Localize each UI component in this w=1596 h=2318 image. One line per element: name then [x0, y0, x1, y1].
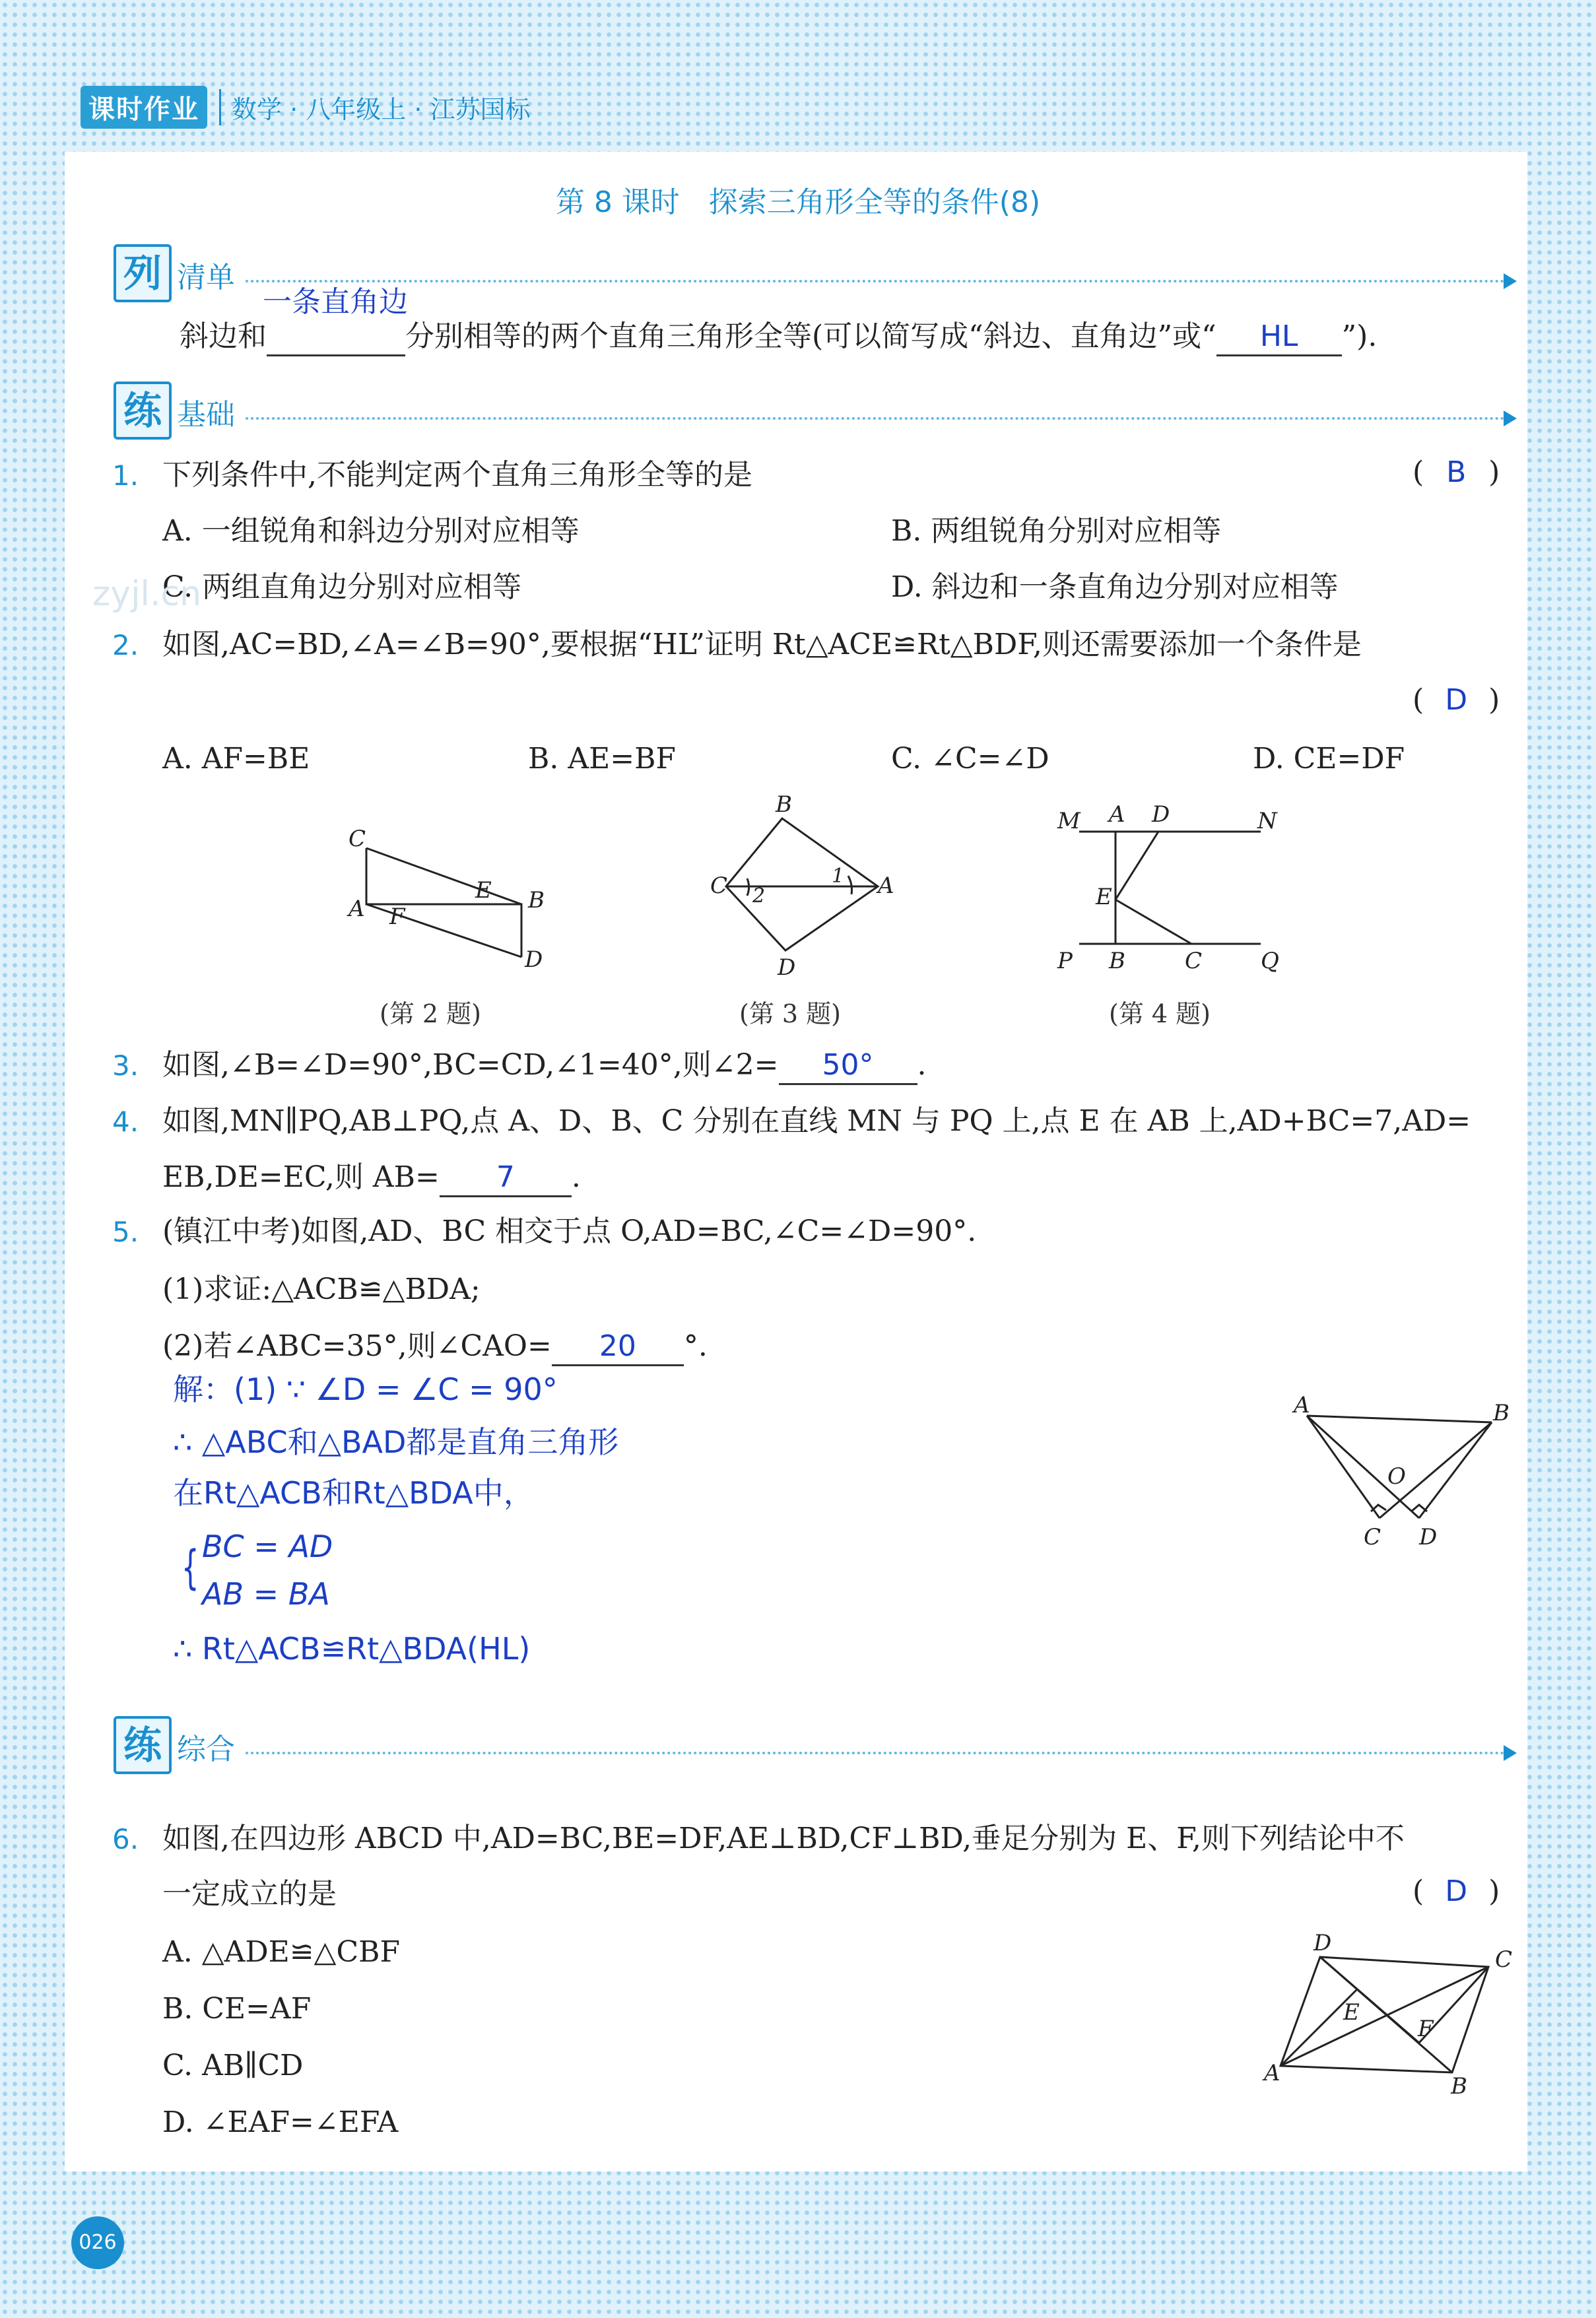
q4-number: 4.: [112, 1106, 139, 1138]
fig3-label-d: D: [778, 954, 796, 981]
fig2-label-d: D: [525, 946, 543, 973]
q5-part1: (1)求证:△ACB≌△BDA;: [162, 1273, 481, 1306]
q4-stem-line2: EB,DE=EC,则 AB= 7 .: [162, 1158, 581, 1197]
section-icon: 练: [114, 381, 172, 440]
arrow-right-icon: [1504, 1745, 1517, 1761]
q6-option-b: B. CE=AF: [162, 1992, 312, 2026]
fig2-caption: (第 2 题): [380, 999, 481, 1028]
q2-answer-box[interactable]: ( D ): [1413, 683, 1500, 717]
q1-option-c: C. 两组直角边分别对应相等: [162, 570, 522, 604]
intro-blank-1[interactable]: [263, 285, 408, 356]
q6-option-a: A. △ADE≌△CBF: [162, 1935, 400, 1969]
q2-option-d: D. CE=DF: [1253, 742, 1405, 776]
brace-icon: {: [181, 1540, 199, 1595]
intro-statement: 斜边和 一条直角边 分别相等的两个直角三角形全等(可以简写成“斜边、直角边”或“ HL ”).: [180, 317, 1377, 356]
section-name: 综合: [177, 1733, 235, 1766]
q5-solution-line5: AB = BA: [202, 1576, 330, 1612]
fig4-label-n: N: [1257, 808, 1277, 834]
arrow-right-icon: [1504, 273, 1517, 289]
running-header: [81, 86, 530, 128]
q6-answer-box[interactable]: ( D ): [1413, 1874, 1500, 1908]
q3-stem: 如图,∠B=∠D=90°,BC=CD,∠1=40°,则∠2= 50° .: [162, 1045, 927, 1085]
q5-number: 5.: [112, 1216, 139, 1248]
fig6-label-b: B: [1451, 2073, 1467, 2099]
fig2-label-e: E: [475, 877, 492, 904]
fig6-label-d: D: [1313, 1930, 1332, 1956]
q1-option-b: B. 两组锐角分别对应相等: [891, 514, 1222, 548]
fig4-label-m: M: [1057, 808, 1081, 834]
fig4-label-d: D: [1152, 801, 1170, 828]
fig6-label-e: E: [1343, 1999, 1360, 2026]
fig3-label-a: A: [878, 873, 894, 899]
q5-blank[interactable]: 20: [552, 1329, 684, 1366]
page-number: 026: [71, 2216, 124, 2269]
fig4-label-p: P: [1057, 948, 1073, 974]
fig2-label-f: F: [389, 904, 405, 930]
section-divider: [246, 417, 1510, 420]
q3-number: 3.: [112, 1049, 139, 1082]
section-divider: [246, 1752, 1510, 1754]
book-breadcrumb: 数学 · 八年级上 · 江苏国标: [219, 89, 530, 125]
section-comprehensive-header: [114, 1716, 1517, 1775]
q5-solution-line4: BC = AD: [202, 1529, 333, 1564]
fig3-label-c: C: [710, 873, 728, 899]
q2-option-c: C. ∠C=∠D: [891, 742, 1049, 776]
figure-q6: [1241, 1927, 1531, 2099]
q2-number: 2.: [112, 629, 139, 661]
q4-stem-line1: 如图,MN∥PQ,AB⊥PQ,点 A、D、B、C 分别在直线 MN 与 PQ 上,点 E 在 AB 上,AD+BC=7,AD=: [162, 1104, 1471, 1138]
q6-option-d: D. ∠EAF=∠EFA: [162, 2105, 399, 2139]
q5-solution-line3: 在Rt△ACB和Rt△BDA中，: [173, 1475, 534, 1511]
fig2-label-c: C: [349, 826, 366, 852]
fig4-label-c: C: [1185, 948, 1203, 974]
q2-option-b: B. AE=BF: [528, 742, 676, 776]
fig5-label-a: A: [1294, 1392, 1310, 1418]
fig3-label-2: 2: [752, 884, 766, 908]
q5-solution-line6: ∴ Rt△ACB≌Rt△BDA(HL): [173, 1631, 531, 1667]
fig6-label-c: C: [1495, 1946, 1513, 1973]
section-name: 清单: [177, 261, 235, 294]
q6-stem-line2: 一定成立的是: [162, 1877, 337, 1911]
q1-stem: 下列条件中,不能判定两个直角三角形全等的是: [162, 458, 752, 492]
lesson-title: 第 8 课时 探索三角形全等的条件(8): [555, 185, 1041, 219]
section-basic-header: [114, 381, 1517, 441]
arrow-right-icon: [1504, 411, 1517, 426]
section-icon: 列: [114, 244, 172, 302]
q5-solution-line2: ∴ △ABC和△BAD都是直角三角形: [173, 1424, 619, 1460]
figure-q4: [1049, 795, 1307, 983]
handwritten-answer: 一条直角边: [263, 285, 408, 319]
fig4-label-q: Q: [1261, 948, 1279, 974]
q1-number: 1.: [112, 459, 139, 492]
fig5-label-c: C: [1364, 1524, 1381, 1550]
q6-option-c: C. AB∥CD: [162, 2049, 304, 2082]
fig5-label-b: B: [1493, 1400, 1510, 1426]
q2-stem: 如图,AC=BD,∠A=∠B=90°,要根据“HL”证明 Rt△ACE≌Rt△BDF,则还需要添加一个条件是: [162, 628, 1362, 661]
figure-q3: [700, 789, 904, 987]
q5-part2: (2)若∠ABC=35°,则∠CAO= 20 °.: [162, 1327, 708, 1366]
q5-stem: (镇江中考)如图,AD、BC 相交于点 O,AD=BC,∠C=∠D=90°.: [162, 1214, 977, 1248]
section-icon: 练: [114, 1716, 172, 1774]
fig4-caption: (第 4 题): [1109, 999, 1211, 1028]
fig2-label-a: A: [349, 896, 365, 922]
fig6-label-f: F: [1418, 2016, 1434, 2042]
fig3-caption: (第 3 题): [739, 999, 841, 1028]
fig6-label-a: A: [1264, 2060, 1280, 2086]
fig3-label-1: 1: [832, 865, 845, 888]
q2-option-a: A. AF=BE: [162, 742, 310, 776]
fig2-label-b: B: [528, 887, 545, 913]
q3-blank[interactable]: 50°: [779, 1047, 917, 1085]
figure-q2: [337, 818, 581, 990]
fig4-label-a: A: [1109, 801, 1125, 828]
brand-logo: 课时作业: [81, 86, 207, 129]
q1-answer-box[interactable]: ( B ): [1413, 455, 1500, 489]
q6-stem-line1: 如图,在四边形 ABCD 中,AD=BC,BE=DF,AE⊥BD,CF⊥BD,垂足分别为 E、F,则下列结论中不: [162, 1822, 1405, 1855]
section-divider: [246, 280, 1510, 282]
q1-option-d: D. 斜边和一条直角边分别对应相等: [891, 570, 1339, 604]
q4-blank[interactable]: 7: [440, 1160, 572, 1197]
fig4-label-b: B: [1109, 948, 1125, 974]
fig4-label-e: E: [1096, 884, 1112, 910]
fig5-label-o: O: [1387, 1463, 1406, 1490]
fig3-label-b: B: [776, 791, 792, 818]
figure-q5: [1280, 1386, 1518, 1551]
watermark: zyjl.cn: [92, 574, 202, 614]
intro-blank-2[interactable]: HL: [1216, 319, 1342, 356]
q6-number: 6.: [112, 1823, 139, 1855]
section-name: 基础: [177, 398, 235, 432]
fig5-label-d: D: [1419, 1524, 1438, 1550]
q1-option-a: A. 一组锐角和斜边分别对应相等: [162, 514, 580, 548]
q5-solution-line1: 解：(1) ∵ ∠D = ∠C = 90°: [173, 1372, 558, 1407]
